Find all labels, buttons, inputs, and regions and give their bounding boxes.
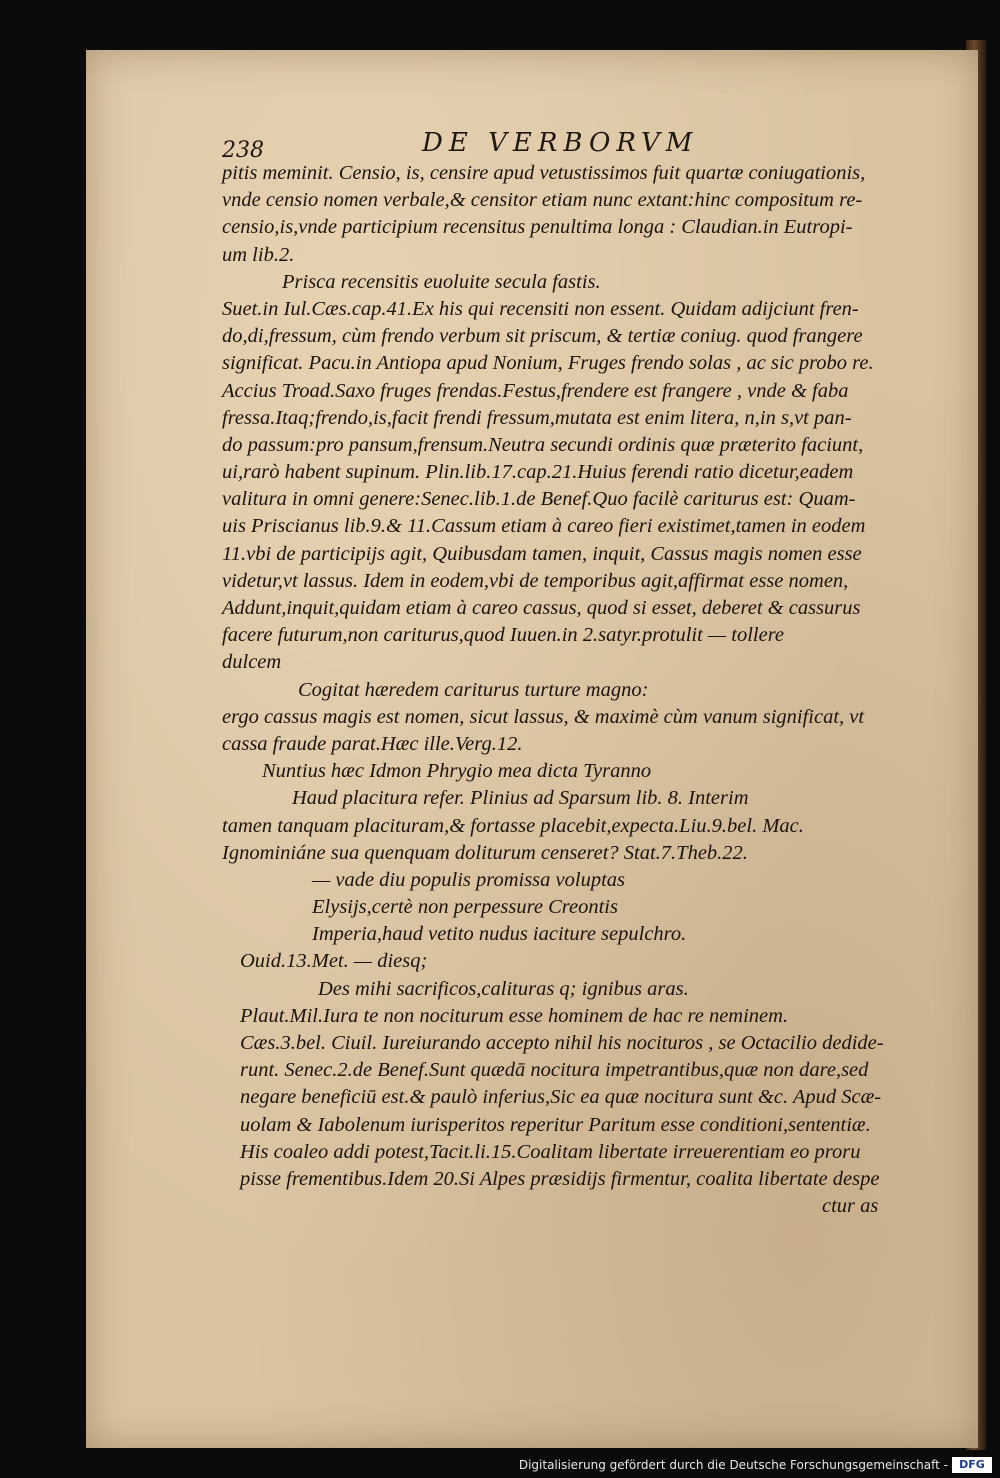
text-line: do,di,fressum, cùm frendo verbum sit priscum, & tertiæ coniug. quod frangere	[222, 325, 863, 348]
text-line: Des mihi sacrificos,calituras q; ignibus aras.	[318, 977, 689, 1000]
text-line: Suet.in Iul.Cæs.cap.41.Ex his qui recensiti non essent. Quidam adijciunt fren-	[222, 297, 859, 320]
text-line: — vade diu populis promissa voluptas	[312, 868, 626, 891]
text-line: negare beneficiū est.& paulò inferius,Sic ea quæ nocitura sunt &c. Apud Scæ-	[240, 1086, 882, 1109]
text-line: fressa.Itaq;frendo,is,facit frendi fressum,mutata est enim litera, n,in s,vt pan-	[222, 406, 852, 429]
text-line: His coaleo addi potest,Tacit.li.15.Coalitam libertate irreuerentiam eo proru	[240, 1140, 861, 1163]
text-line: ergo cassus magis est nomen, sicut lassus, & maximè cùm vanum significat, vt	[222, 705, 865, 728]
text-line: do passum:pro pansum,frensum.Neutra secundi ordinis quæ præterito faciunt,	[222, 433, 864, 456]
text-line: uis Priscianus lib.9.& 11.Cassum etiam à careo fieri existimet,tamen in eodem	[222, 515, 866, 538]
text-line: pisse frementibus.Idem 20.Si Alpes præsidijs firmentur, coalita libertate despe	[240, 1167, 880, 1190]
text-line: Cogitat hæredem cariturus turture magno:	[298, 678, 649, 701]
text-line: Accius Troad.Saxo fruges frendas.Festus,frendere est frangere , vnde & faba	[222, 379, 849, 402]
text-line: 11.vbi de participijs agit, Quibusdam tamen, inquit, Cassus magis nomen esse	[222, 542, 862, 565]
text-body	[222, 160, 902, 1220]
page-number: 238	[222, 138, 264, 163]
digitization-credit: Digitalisierung gefördert durch die Deutsche Forschungsgemeinschaft -	[518, 1458, 948, 1472]
text-line: vnde censio nomen verbale,& censitor etiam nunc extant:hinc compositum re-	[222, 189, 863, 212]
text-line: pitis meminit. Censio, is, censire apud vetustissimos fuit quartæ coniugationis,	[222, 162, 866, 184]
text-line: um lib.2.	[222, 243, 295, 266]
text-line: tamen tanquam placituram,& fortasse placebit,expecta.Liu.9.bel. Mac.	[222, 814, 804, 837]
text-line: Plaut.Mil.Iura te non nociturum esse hominem de hac re neminem.	[240, 1004, 789, 1027]
text-line: significat. Pacu.in Antiopa apud Nonium, Fruges frendo solas , ac sic probo re.	[222, 352, 874, 375]
text-line: ui,rarò habent supinum. Plin.lib.17.cap.21.Huius ferendi ratio dicetur,eadem	[222, 461, 854, 484]
text-line: Imperia,haud vetito nudus iaciture sepulchro.	[312, 923, 687, 946]
text-line: Cæs.3.bel. Ciuil. Iureiurando accepto nihil his nocituros , se Octacilio dedide-	[240, 1032, 884, 1054]
text-line: Elysijs,certè non perpessure Creontis	[312, 896, 618, 919]
text-line: Nuntius hæc Idmon Phrygio mea dicta Tyranno	[262, 760, 652, 783]
text-line: Addunt,inquit,quidam etiam à careo cassus, quod si esset, deberet & cassurus	[222, 597, 861, 619]
text-line: uolam & Iabolenum iurisperitos reperitur Paritum esse conditioni,sententiæ.	[240, 1113, 871, 1136]
text-line: cassa fraude parat.Hæc ille.Verg.12.	[222, 732, 523, 755]
text-line: Ouid.13.Met. — diesq;	[240, 950, 428, 973]
text-line: censio,is,vnde participium recensitus penultima longa : Claudian.in Eutropi-	[222, 216, 853, 239]
dfg-logo-icon: DFG	[952, 1457, 992, 1473]
text-line: videtur,vt lassus. Idem in eodem,vbi de temporibus agit,affirmat esse nomen,	[222, 569, 849, 592]
running-title: DE VERBORVM	[422, 128, 699, 158]
text-line: ctur as	[822, 1195, 879, 1218]
text-line: Haud placitura refer. Plinius ad Sparsum lib. 8. Interim	[292, 787, 749, 810]
text-line: dulcem	[222, 651, 282, 674]
text-line: valitura in omni genere:Senec.lib.1.de Benef.Quo facilè cariturus est: Quam-	[222, 488, 856, 511]
footer-bar	[0, 1452, 1000, 1478]
text-line: Ignominiáne sua quenquam doliturum censeret? Stat.7.Theb.22.	[222, 841, 748, 864]
text-line: facere futurum,non cariturus,quod Iuuen.in 2.satyr.protulit — tollere	[222, 624, 785, 647]
text-line: runt. Senec.2.de Benef.Sunt quædā nocitura impetrantibus,quæ non dare,sed	[240, 1059, 869, 1082]
text-line: Prisca recensitis euoluite secula fastis.	[282, 270, 601, 293]
